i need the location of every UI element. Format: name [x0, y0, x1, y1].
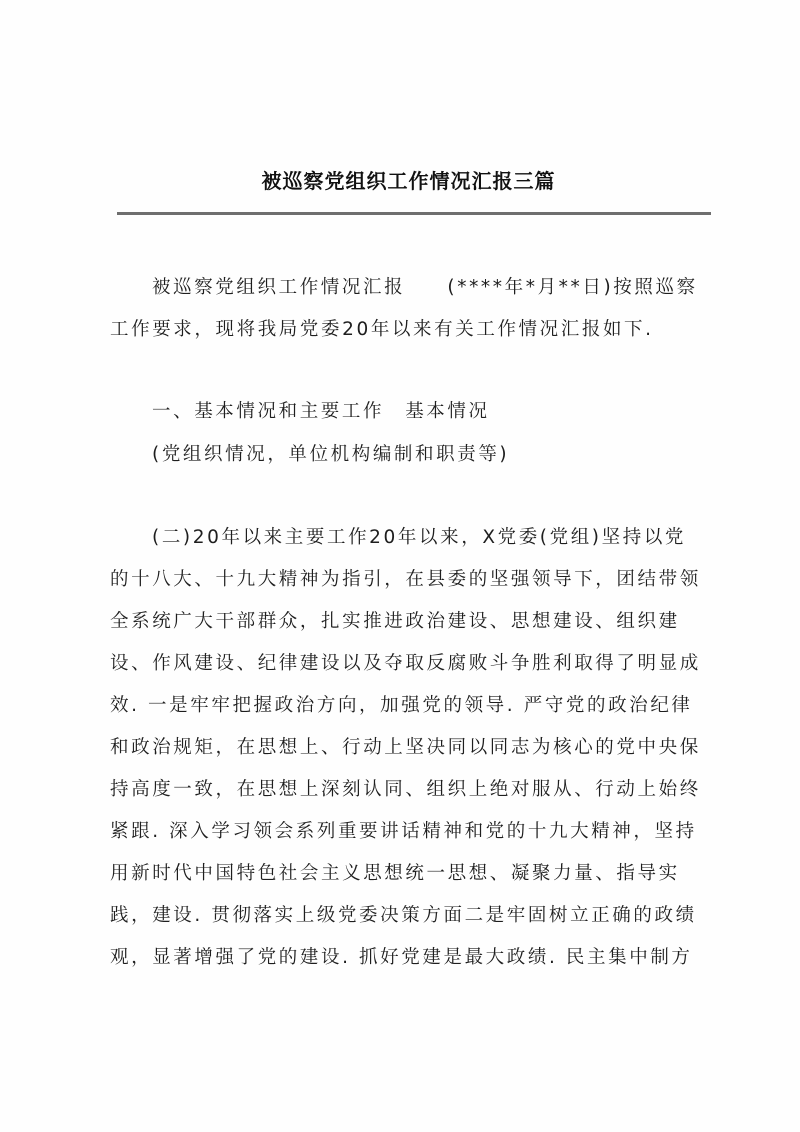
intro-line-2: 工作要求，现将我局党委20年以来有关工作情况汇报如下. — [110, 319, 654, 340]
body-line-5: 效. 一是牢牢把握政治方向，加强党的领导. 严守党的政治纪律 — [110, 695, 693, 716]
body-line-11: 观，显著增强了党的建设. 抓好党建是最大政绩. 民主集中制方 — [110, 947, 693, 968]
body-line-4: 设、作风建设、纪律建设以及夺取反腐败斗争胜利取得了明显成 — [110, 653, 701, 674]
section-note: (党组织情况，单位机构编制和职责等) — [152, 444, 510, 465]
section-heading-basic: 一、基本情况和主要工作 基本情况 — [152, 401, 490, 422]
body-line-8: 紧跟. 深入学习领会系列重要讲话精神和党的十九大精神，坚持 — [110, 821, 697, 842]
intro-line-1: 被巡察党组织工作情况汇报 (****年*月**日)按照巡察 — [152, 277, 698, 298]
body-line-10: 践，建设. 贯彻落实上级党委决策方面二是牢固树立正确的政绩 — [110, 905, 697, 926]
body-line-2: 的十八大、十九大精神为指引，在县委的坚强领导下，团结带领 — [110, 569, 701, 590]
body-line-6: 和政治规矩，在思想上、行动上坚决同以同志为核心的党中央保 — [110, 737, 701, 758]
title-divider — [117, 212, 711, 215]
body-line-9: 用新时代中国特色社会主义思想统一思想、凝聚力量、指导实 — [110, 863, 680, 884]
body-line-7: 持高度一致，在思想上深刻认同、组织上绝对服从、行动上始终 — [110, 779, 701, 800]
document-title: 被巡察党组织工作情况汇报三篇 — [261, 169, 556, 193]
body-line-1: (二)20年以来主要工作20年以来，X党委(党组)坚持以党 — [152, 527, 687, 548]
body-line-3: 全系统广大干部群众，扎实推进政治建设、思想建设、组织建 — [110, 611, 680, 632]
